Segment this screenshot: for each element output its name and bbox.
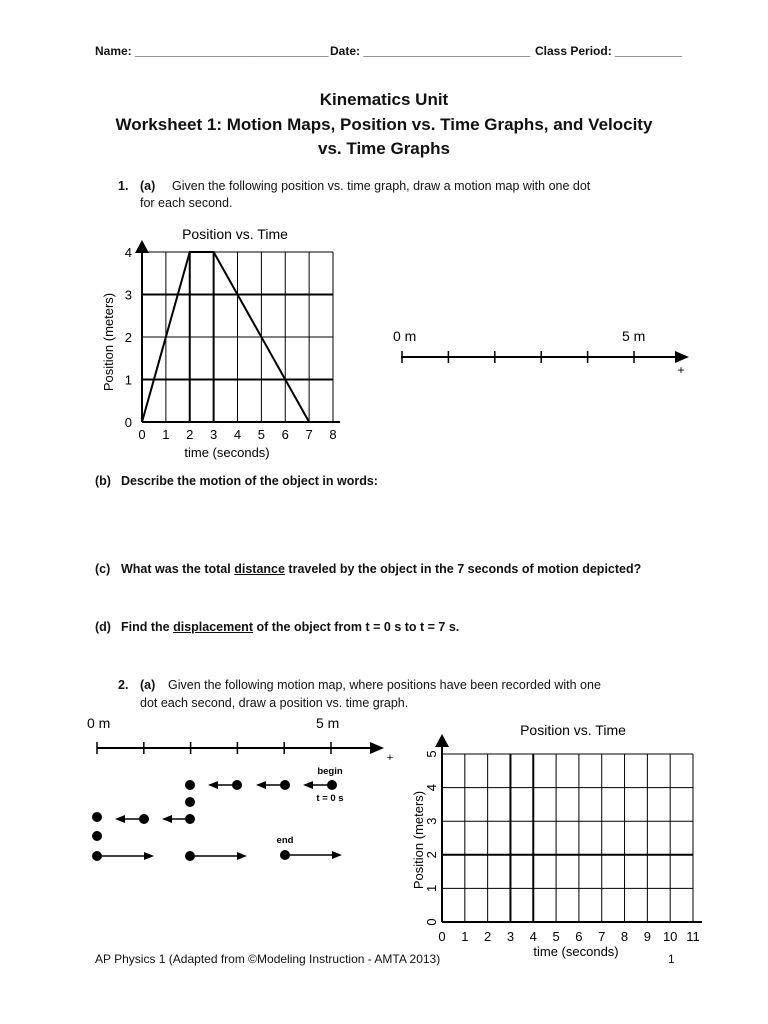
x-tick-label: 11 (686, 929, 700, 944)
page-number: 1 (668, 952, 675, 966)
class-period-field (535, 44, 682, 58)
q1-part-b-text: Describe the motion of the object in words: (121, 474, 378, 488)
date-field (330, 44, 530, 58)
q2-graph-xlabel: time (seconds) (533, 944, 619, 959)
motion-arrowhead (208, 781, 218, 789)
y-tick-label: 2 (424, 851, 439, 859)
motion-dot (92, 831, 102, 841)
q1-graph-grid (142, 252, 333, 422)
q1-part-b: (b) (95, 474, 111, 488)
y-tick-label: 4 (424, 783, 439, 792)
x-tick-label: 7 (598, 929, 606, 944)
motion-arrowhead (144, 852, 154, 860)
q2-prompt-line1: Given the following motion map, where positions have been recorded with one (168, 678, 601, 692)
motion-dot-end (280, 850, 290, 860)
q2-map-start-label: 0 m (87, 715, 111, 731)
q2-map-end-marker-label: end (276, 835, 294, 846)
x-tick-label: 0 (138, 427, 146, 442)
q1-part-c-keyword: distance (234, 562, 285, 576)
motion-dot (185, 814, 195, 824)
worksheet-title: Worksheet 1: Motion Maps, Position vs. Time Graphs, and Velocity (115, 115, 653, 134)
period-blank: __________ (615, 44, 682, 58)
q1-map-end-label: 5 m (622, 328, 646, 344)
q2-number: 2. (118, 678, 129, 692)
x-tick-label: 2 (186, 427, 194, 442)
q1-position-time-graph (95, 220, 355, 470)
motion-dot-start (327, 780, 337, 790)
x-tick-label: 8 (620, 929, 629, 944)
q1-part-d-post: of the object from t = 0 s to t = 7 s. (256, 620, 460, 634)
x-tick-label: 8 (329, 427, 337, 442)
name-label: Name: (95, 44, 132, 58)
period-label: Class Period: (535, 44, 612, 58)
q1-part-d-text (121, 620, 459, 634)
q2-map-begin-label: begin (317, 766, 343, 777)
motion-arrowhead (115, 815, 125, 823)
q1-graph-ylabel: Position (meters) (101, 292, 116, 392)
q2-y-axis-arrow (435, 734, 449, 747)
worksheet-title-cont: vs. Time Graphs (318, 139, 450, 158)
q2-graph-ylabel: Position (meters) (411, 790, 426, 890)
x-tick-label: 1 (461, 929, 469, 944)
q2-graph-grid (442, 754, 693, 922)
q2-map-plus: + (386, 752, 394, 764)
q1-x-ticks (138, 427, 336, 442)
q1-prompt-line2: for each second. (140, 196, 233, 210)
q1-map-start-label: 0 m (393, 328, 417, 344)
q1-part-d-keyword: displacement (173, 620, 253, 634)
x-tick-label: 5 (257, 427, 265, 442)
motion-dot (185, 780, 195, 790)
x-tick-label: 6 (575, 929, 583, 944)
x-tick-label: 7 (305, 427, 313, 442)
name-field (95, 44, 329, 58)
q2-prompt-line2: dot each second, draw a position vs. time graph. (140, 696, 409, 710)
x-tick-label: 9 (643, 929, 651, 944)
motion-dot (92, 851, 102, 861)
q1-part-a: (a) (140, 179, 156, 193)
motion-dot (139, 814, 149, 824)
y-tick-label: 2 (124, 330, 132, 345)
x-tick-label: 2 (484, 929, 492, 944)
q2-map-arrow (370, 742, 384, 754)
x-tick-label: 4 (529, 929, 537, 944)
motion-dot (185, 851, 195, 861)
q2-position-time-graph (405, 718, 715, 966)
q2-map-t0-label: t = 0 s (316, 793, 344, 804)
motion-arrowhead (332, 851, 342, 859)
q1-graph-xlabel: time (seconds) (184, 445, 270, 460)
q1-map-plus: + (677, 363, 685, 377)
motion-arrowhead (256, 781, 266, 789)
q1-part-d: (d) (95, 620, 111, 634)
x-tick-label: 10 (662, 929, 678, 944)
q1-part-c-text (121, 562, 641, 576)
q1-graph-title: Position vs. Time (182, 226, 288, 242)
x-tick-label: 1 (162, 427, 170, 442)
motion-arrowhead (303, 781, 313, 789)
y-tick-label: 1 (124, 372, 132, 388)
y-tick-label: 0 (424, 918, 439, 926)
y-tick-label: 5 (424, 750, 439, 758)
y-tick-label: 0 (124, 415, 132, 430)
motion-arrowhead (237, 852, 247, 860)
q1-part-c-pre: What was the total (121, 562, 231, 576)
y-tick-label: 3 (424, 817, 439, 825)
unit-title: Kinematics Unit (319, 90, 449, 109)
motion-dot (232, 780, 242, 790)
q2-x-ticks (438, 929, 699, 944)
q2-y-ticks (424, 750, 439, 925)
q2-part-a: (a) (140, 678, 156, 692)
x-tick-label: 3 (210, 427, 218, 442)
q1-y-ticks (125, 245, 132, 430)
q1-number: 1. (118, 179, 129, 193)
x-tick-label: 6 (281, 427, 289, 442)
q2-motion-map (80, 712, 400, 872)
q1-part-c: (c) (95, 562, 111, 576)
q2-map-end-label: 5 m (316, 715, 340, 731)
motion-arrowhead (162, 815, 172, 823)
q1-part-d-pre: Find the (121, 620, 170, 634)
motion-dot (185, 797, 195, 807)
name-blank: _____________________________ (135, 44, 329, 58)
y-tick-label: 4 (124, 245, 132, 260)
q1-motion-map (385, 322, 705, 382)
motion-dot (280, 780, 290, 790)
q2-graph-title: Position vs. Time (520, 722, 626, 738)
x-tick-label: 5 (552, 929, 560, 944)
motion-dot (92, 812, 102, 822)
q1-map-arrow (675, 351, 689, 363)
y-tick-label: 1 (424, 884, 439, 893)
footer-credit: AP Physics 1 (Adapted from ©Modeling Instruction - AMTA 2013) (95, 952, 441, 966)
date-blank: _________________________ (363, 44, 531, 58)
x-tick-label: 4 (233, 427, 242, 442)
x-tick-label: 0 (438, 929, 446, 944)
y-tick-label: 3 (124, 287, 132, 303)
q1-y-axis-arrow (135, 240, 149, 253)
q1-prompt-line1: Given the following position vs. time graph, draw a motion map with one dot (172, 179, 591, 193)
date-label: Date: (330, 44, 361, 58)
q1-part-c-post: traveled by the object in the 7 seconds of motion depicted? (288, 562, 642, 576)
x-tick-label: 3 (506, 929, 515, 944)
